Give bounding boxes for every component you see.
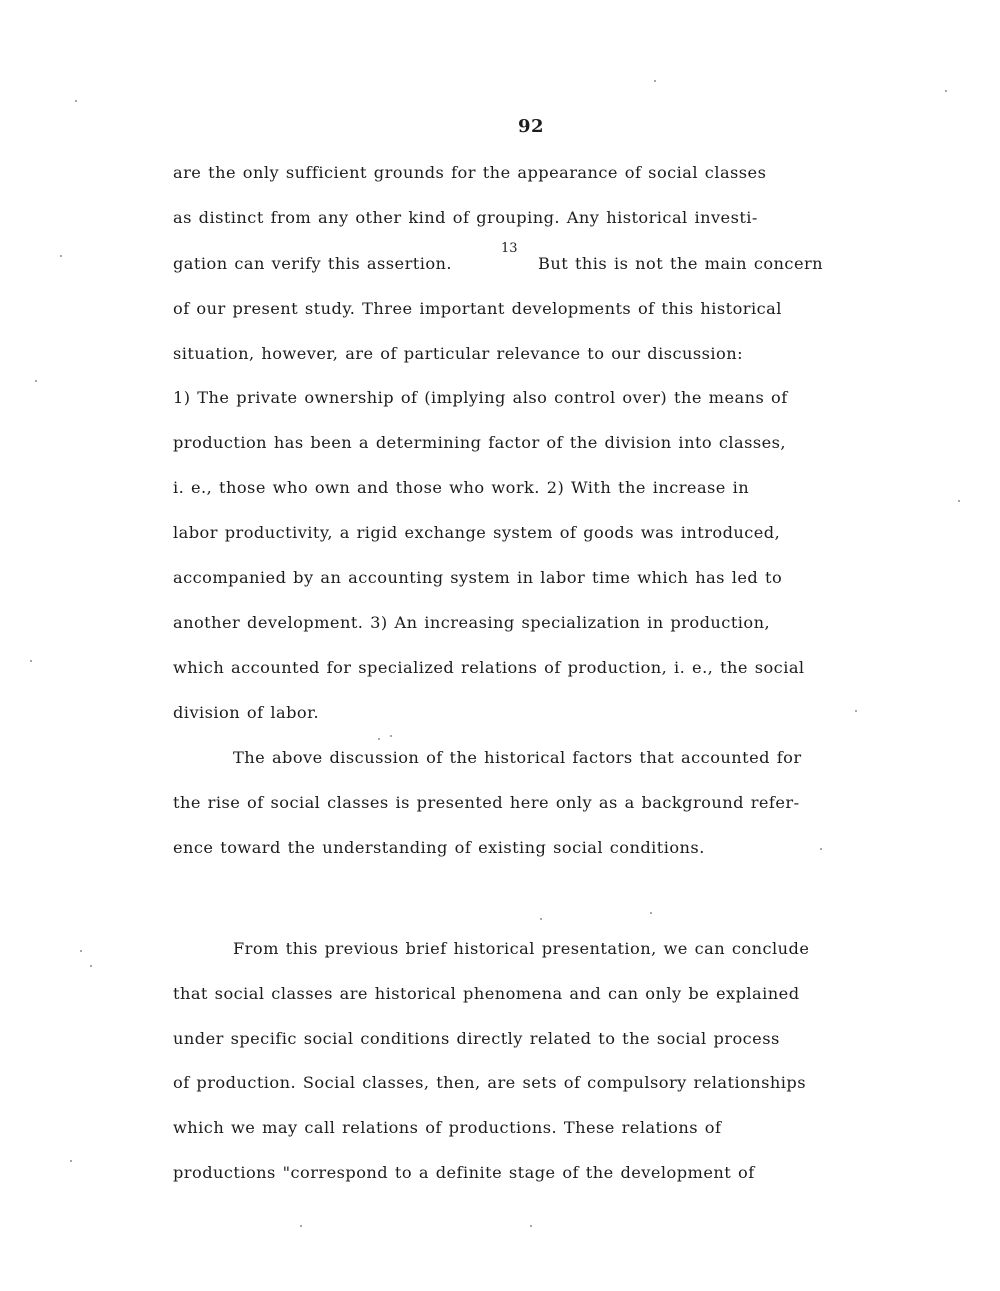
scan-speck xyxy=(60,255,62,257)
scan-speck xyxy=(855,710,857,712)
scan-speck xyxy=(35,380,37,382)
text-line: 1) The private ownership of (implying also control over) the means of xyxy=(173,388,788,407)
scan-speck xyxy=(300,1225,302,1227)
scan-speck xyxy=(820,848,822,850)
scan-speck xyxy=(540,918,542,920)
text-line: under specific social conditions directly related to the social process xyxy=(173,1029,780,1048)
text-line: gation can verify this assertion. xyxy=(173,254,453,273)
text-line: are the only sufficient grounds for the appearance of social classes xyxy=(173,163,767,182)
scan-speck xyxy=(390,735,392,737)
text-line: The above discussion of the historical factors that accounted for xyxy=(233,748,802,767)
text-line: another development. 3) An increasing specialization in production, xyxy=(173,613,771,632)
text-line: i. e., those who own and those who work. 2) With the increase in xyxy=(173,478,750,497)
scan-speck xyxy=(30,660,32,662)
text-line: the rise of social classes is presented here only as a background refer- xyxy=(173,793,800,812)
scan-speck xyxy=(654,80,656,82)
scan-speck xyxy=(70,1160,72,1162)
text-line: production has been a determining factor of the division into classes, xyxy=(173,433,787,452)
page-number: 92 xyxy=(517,116,545,137)
text-line: which we may call relations of productions. These relations of xyxy=(173,1118,722,1137)
text-line: of production. Social classes, then, are sets of compulsory relationships xyxy=(173,1073,806,1092)
text-line: accompanied by an accounting system in labor time which has led to xyxy=(173,568,783,587)
scan-speck xyxy=(650,912,652,914)
text-line: that social classes are historical phenomena and can only be explained xyxy=(173,984,800,1003)
text-line: of our present study. Three important developments of this historical xyxy=(173,299,782,318)
scan-speck xyxy=(80,950,82,952)
scan-speck xyxy=(75,100,77,102)
scan-speck xyxy=(958,500,960,502)
text-line: division of labor. xyxy=(173,703,320,722)
text-line: which accounted for specialized relations of production, i. e., the social xyxy=(173,658,805,677)
text-line: as distinct from any other kind of grouping. Any historical investi- xyxy=(173,208,758,227)
text-line: productions "correspond to a definite stage of the development of xyxy=(173,1163,755,1182)
text-line: From this previous brief historical presentation, we can conclude xyxy=(233,939,810,958)
scan-speck xyxy=(378,738,380,740)
scan-speck xyxy=(945,90,947,92)
text-line: labor productivity, a rigid exchange system of goods was introduced, xyxy=(173,523,781,542)
scan-speck xyxy=(90,965,92,967)
text-line: situation, however, are of particular relevance to our discussion: xyxy=(173,344,744,363)
text-line: But this is not the main concern xyxy=(538,254,824,273)
footnote-reference: 13 xyxy=(501,241,518,256)
scan-speck xyxy=(530,1225,532,1227)
text-line: ence toward the understanding of existing social conditions. xyxy=(173,838,705,857)
